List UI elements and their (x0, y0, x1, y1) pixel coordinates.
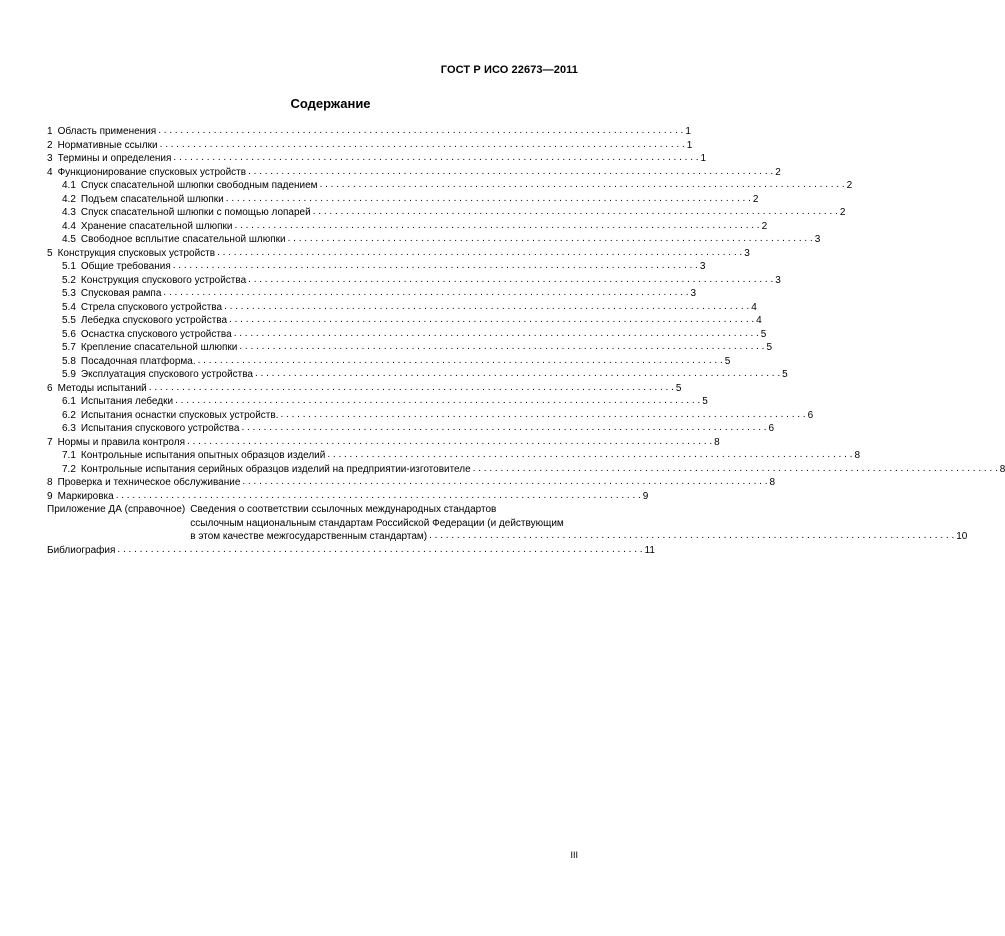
toc-entry-label: Конструкция спусковых устройств (57, 247, 216, 259)
toc-entry-label: Испытания спускового устройства (80, 423, 240, 434)
toc-entry-label: Спуск спасательной шлюпки с помощью лопарей (80, 207, 311, 218)
toc-entry-number: 4 (47, 166, 53, 178)
appendix-line-3: в этом качестве межгосударственным стандартам) (190, 531, 428, 542)
toc-entry-label: Хранение спасательной шлюпки (80, 220, 233, 232)
toc-entry-page: 8 (769, 477, 776, 488)
toc-entry-page: 3 (814, 234, 821, 245)
toc-entry-page: 3 (775, 274, 781, 286)
toc-entry[interactable] (47, 260, 706, 274)
toc-entry-label: Маркировка (57, 490, 114, 502)
toc-entry-label: Спусковая рампа (80, 288, 162, 299)
toc-entry-label: Контрольные испытания серийных образцов изделий на предприятии-изготовителе (80, 463, 471, 475)
toc-entry-page: 2 (846, 180, 853, 191)
toc-entry-page: 8 (854, 450, 860, 461)
toc-entry[interactable] (47, 220, 768, 234)
toc-title: Содержание (290, 96, 371, 111)
appendix-line-1: Сведения о соответствии ссылочных международных стандартов (190, 504, 497, 515)
toc-entry-page: 4 (756, 315, 762, 326)
toc-entry-number: 3 (47, 153, 53, 164)
toc-entry-page: 5 (782, 369, 788, 380)
toc-entry-number: 5.2 (62, 274, 76, 286)
toc-entry[interactable] (47, 422, 775, 436)
leader-dots (242, 475, 767, 489)
toc-entries (47, 125, 1005, 503)
toc-entry[interactable] (47, 233, 821, 247)
leader-dots (327, 448, 852, 462)
table-of-contents (47, 125, 1005, 557)
toc-entry-label: Контрольные испытания опытных образцов изделий (80, 450, 326, 461)
toc-entry-page: 5 (675, 382, 682, 394)
toc-entry-page: 2 (761, 220, 768, 232)
toc-entry-label: Нормы и правила контроля (57, 436, 186, 448)
toc-entry[interactable] (47, 463, 1005, 477)
toc-entry-page: 3 (690, 288, 697, 299)
leader-dots (255, 367, 780, 381)
appendix-line-2: ссылочным национальным стандартам Российской Федерации (и действующим (190, 517, 564, 529)
bibliography-label: Библиография (47, 544, 116, 556)
toc-entry-number: 5.1 (62, 261, 76, 272)
toc-entry-number: 6.3 (62, 423, 76, 434)
toc-entry-label: Спуск спасательной шлюпки свободным падением (80, 180, 318, 191)
leader-dots (163, 286, 688, 300)
toc-entry[interactable] (47, 247, 750, 261)
toc-entry-page: 5 (766, 342, 773, 353)
toc-entry-label: Конструкция спускового устройства (80, 274, 247, 286)
page-number: III (570, 850, 578, 860)
toc-entry-number: 4.3 (62, 207, 76, 218)
toc-entry-number: 5.6 (62, 328, 76, 340)
toc-entry[interactable] (47, 476, 776, 490)
toc-entry-label: Функционирование спусковых устройств (57, 166, 247, 178)
toc-entry-number: 5.5 (62, 315, 76, 326)
toc-entry-page: 1 (686, 139, 693, 151)
leader-dots (224, 300, 749, 314)
toc-entry[interactable] (47, 287, 697, 301)
leader-dots (116, 489, 641, 503)
leader-dots (217, 246, 742, 260)
toc-entry[interactable] (47, 449, 860, 463)
toc-entry[interactable] (47, 206, 846, 220)
appendix-line-3-row (190, 530, 967, 544)
leader-dots (234, 219, 759, 233)
toc-entry-label: Стрела спускового устройства (80, 301, 223, 313)
toc-entry-number: 7 (47, 436, 53, 448)
toc-entry-label: Лебедка спускового устройства (80, 315, 228, 326)
leader-dots (229, 313, 754, 327)
leader-dots (239, 340, 764, 354)
toc-entry-page: 5 (760, 328, 767, 340)
toc-entry-label: Проверка и техническое обслуживание (57, 477, 241, 488)
toc-entry-page: 8 (714, 436, 720, 448)
toc-entry-label: Свободное всплытие спасательной шлюпки (80, 234, 286, 245)
leader-dots (313, 205, 838, 219)
toc-entry-page: 4 (751, 301, 757, 313)
leader-dots (429, 529, 954, 543)
appendix-body (190, 503, 967, 544)
toc-entry[interactable] (47, 395, 708, 409)
leader-dots (117, 543, 642, 557)
toc-entry-page: 5 (702, 396, 708, 407)
toc-entry[interactable] (47, 139, 693, 153)
toc-entry-number: 8 (47, 477, 53, 488)
toc-entry-label: Оснастка спускового устройства (80, 328, 232, 340)
toc-entry[interactable] (47, 368, 788, 382)
toc-entry-number: 5 (47, 247, 53, 259)
leader-dots (288, 232, 813, 246)
toc-entry-page: 9 (642, 490, 649, 502)
toc-entry-label: Нормативные ссылки (57, 139, 158, 151)
toc-entry-page: 2 (839, 207, 846, 218)
toc-entry-number: 5.7 (62, 342, 76, 353)
toc-entry-page: 2 (752, 193, 759, 205)
toc-entry-page: 8 (999, 463, 1005, 475)
toc-entry-number: 6 (47, 382, 53, 394)
leader-dots (175, 394, 700, 408)
leader-dots (173, 259, 698, 273)
leader-dots (234, 327, 759, 341)
leader-dots (473, 462, 998, 476)
toc-entry-number: 4.1 (62, 180, 76, 191)
toc-entry-page: 1 (685, 126, 691, 137)
toc-entry-page: 3 (699, 261, 706, 272)
leader-dots (173, 151, 698, 165)
toc-entry-number: 9 (47, 490, 53, 502)
appendix-prefix: Приложение ДА (справочное) (47, 504, 186, 515)
leader-dots (149, 381, 674, 395)
leader-dots (226, 192, 751, 206)
leader-dots (160, 138, 685, 152)
toc-entry-page: 1 (700, 153, 707, 164)
toc-entry-label: Подъем спасательной шлюпки (80, 193, 224, 205)
leader-dots (320, 178, 845, 192)
toc-entry-number: 6.1 (62, 396, 76, 407)
toc-entry[interactable] (47, 301, 757, 315)
leader-dots (248, 165, 773, 179)
toc-entry-label: Испытания оснастки спусковых устройств. (80, 409, 279, 421)
toc-entry-label: Область применения (57, 126, 157, 137)
leader-dots (280, 408, 805, 422)
toc-entry-number: 5.4 (62, 301, 76, 313)
toc-entry-number: 2 (47, 139, 53, 151)
toc-entry[interactable] (47, 490, 649, 504)
toc-entry-page: 2 (775, 166, 781, 178)
toc-entry-number: 6.2 (62, 409, 76, 421)
toc-entry[interactable] (47, 328, 767, 342)
toc-entry-number: 4.2 (62, 193, 76, 205)
toc-entry[interactable] (47, 179, 853, 193)
toc-entry-number: 5.8 (62, 355, 76, 367)
leader-dots (187, 435, 712, 449)
toc-entry-page: 6 (768, 423, 775, 434)
toc-bibliography-entry[interactable] (47, 544, 655, 558)
toc-entry-label: Общие требования (80, 261, 171, 272)
toc-entry[interactable] (47, 193, 759, 207)
bibliography-page: 11 (644, 544, 655, 556)
toc-entry[interactable] (47, 409, 814, 423)
toc-entry-number: 5.3 (62, 288, 76, 299)
leader-dots (158, 124, 683, 138)
toc-entry-label: Эксплуатация спускового устройства (80, 369, 253, 380)
toc-entry[interactable] (47, 382, 682, 396)
leader-dots (241, 421, 766, 435)
toc-entry-number: 1 (47, 126, 53, 137)
toc-entry[interactable] (47, 341, 773, 355)
toc-entry-number: 7.2 (62, 463, 76, 475)
document-standard-header: ГОСТ Р ИСО 22673—2011 (440, 64, 578, 76)
toc-entry[interactable] (47, 274, 781, 288)
toc-entry-label: Методы испытаний (57, 382, 147, 394)
appendix-page: 10 (956, 531, 968, 542)
toc-entry-page: 3 (744, 247, 750, 259)
toc-entry-number: 5.9 (62, 369, 76, 380)
toc-entry-label: Термины и определения (57, 153, 172, 164)
toc-entry-label: Крепление спасательной шлюпки (80, 342, 238, 353)
toc-entry[interactable] (47, 314, 762, 328)
toc-entry-number: 7.1 (62, 450, 76, 461)
toc-entry-label: Посадочная платформа. (80, 355, 196, 367)
toc-entry-label: Испытания лебедки (80, 396, 174, 407)
toc-entry[interactable] (47, 152, 707, 166)
toc-entry-number: 4.4 (62, 220, 76, 232)
toc-entry-page: 5 (724, 355, 731, 367)
toc-entry-page: 6 (807, 409, 814, 421)
leader-dots (198, 354, 723, 368)
toc-entry-number: 4.5 (62, 234, 76, 245)
leader-dots (248, 273, 773, 287)
toc-entry[interactable] (47, 166, 781, 180)
toc-appendix-entry[interactable] (47, 503, 968, 544)
toc-entry[interactable] (47, 436, 720, 450)
toc-entry[interactable] (47, 125, 691, 139)
toc-entry[interactable] (47, 355, 731, 369)
